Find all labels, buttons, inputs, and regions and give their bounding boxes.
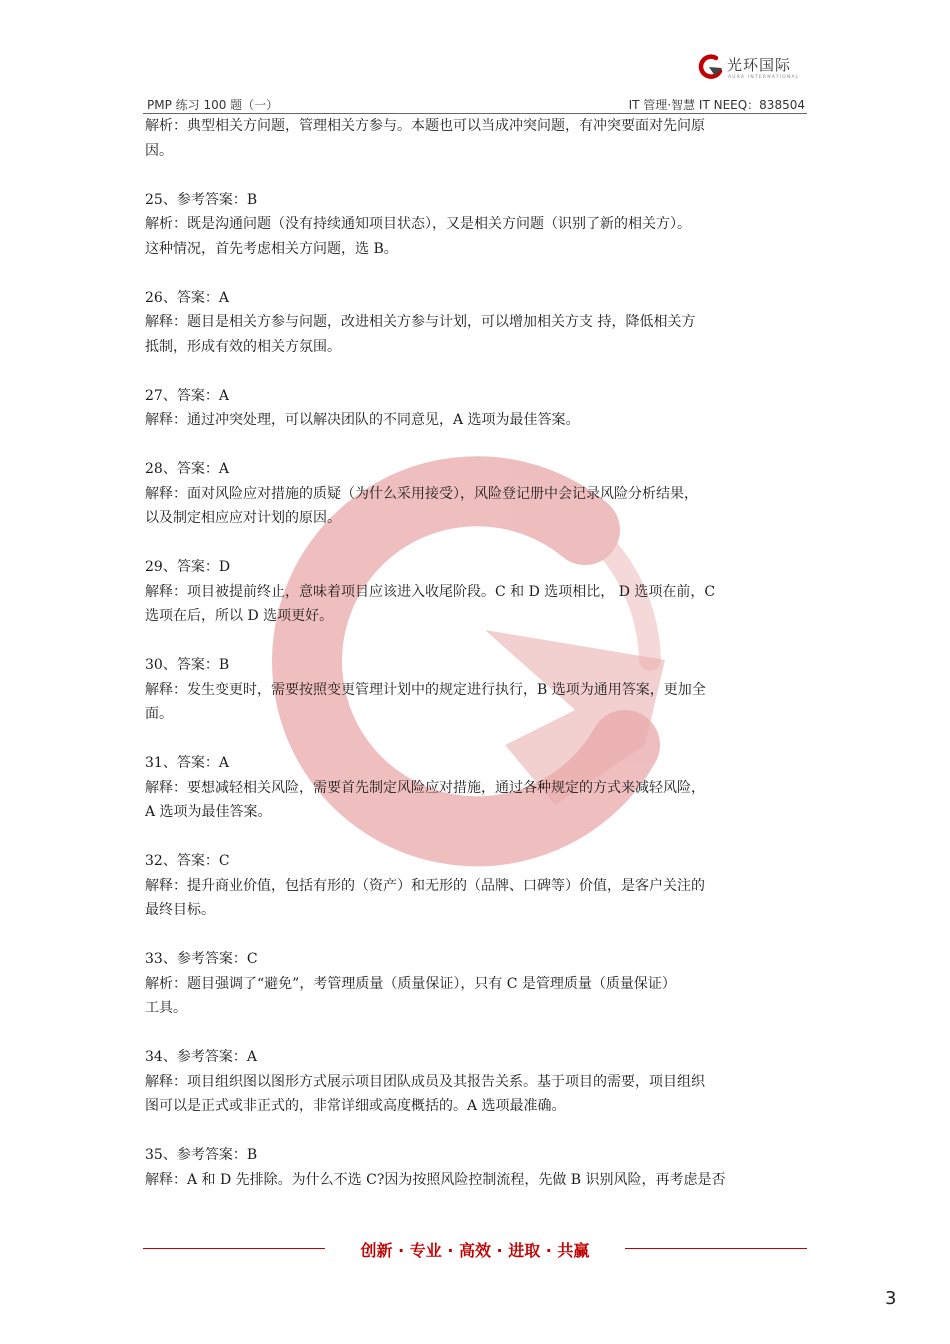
footer-divider-left — [143, 1248, 325, 1249]
text-line: 解释：通过冲突处理，可以解决团队的不同意见，A 选项为最佳答案。 — [145, 412, 580, 428]
document-title: PMP 练习 100 题（一） — [147, 98, 279, 112]
header-tagline: IT 管理·智慧 IT NEEQ：838504 — [628, 98, 805, 112]
brand-logo — [695, 52, 805, 84]
text-line: 因。 — [145, 142, 173, 159]
answer-block — [145, 849, 809, 923]
answer-heading: 27、答案：A — [145, 387, 229, 404]
footer-divider-right — [625, 1248, 807, 1249]
answer-block — [145, 286, 809, 360]
text-line: 抵制，形成有效的相关方氛围。 — [145, 338, 341, 355]
brand-mark-icon — [695, 52, 725, 82]
answer-block — [145, 384, 809, 433]
text-line: 解释：题目是相关方参与问题，改进相关方参与计划，可以增加相关方支 持，降低相关方 — [145, 314, 696, 330]
answer-heading: 32、答案：C — [145, 853, 230, 869]
text-line: 这种情况，首先考虑相关方问题，选 B。 — [145, 240, 398, 257]
answer-block — [145, 653, 809, 727]
answer-block — [145, 114, 809, 163]
text-line: A 选项为最佳答案。 — [145, 804, 272, 820]
page-number: 3 — [885, 1288, 897, 1309]
text-line: 选项在后，所以 D 选项更好。 — [145, 608, 334, 624]
text-line: 解释：发生变更时，需要按照变更管理计划中的规定进行执行，B 选项为通用答案，更加全 — [145, 681, 706, 698]
footer-slogan: 创新 · 专业 · 高效 · 进取 · 共赢 — [360, 1241, 590, 1260]
answer-heading: 25、参考答案：B — [145, 191, 258, 208]
answer-block — [145, 188, 809, 262]
text-line: 最终目标。 — [145, 902, 215, 918]
answer-heading: 35、参考答案：B — [145, 1147, 258, 1163]
answer-heading: 30、答案：B — [145, 657, 230, 673]
answer-heading: 33、参考答案：C — [145, 951, 258, 967]
text-line: 以及制定相应应对计划的原因。 — [145, 510, 341, 526]
page-footer — [143, 1237, 807, 1261]
answer-heading: 29、答案：D — [145, 559, 231, 575]
brand-name-cn: 光环国际 — [727, 56, 792, 74]
text-line: 图可以是正式或非正式的，非常详细或高度概括的。A 选项最准确。 — [145, 1098, 566, 1114]
answer-block — [145, 1045, 809, 1119]
text-line: 解释：面对风险应对措施的质疑（为什么采用接受），风险登记册中会记录风险分析结果， — [145, 485, 698, 502]
answer-heading: 28、答案：A — [145, 461, 229, 477]
answer-block — [145, 947, 809, 1021]
answer-block — [145, 1143, 809, 1192]
answer-block — [145, 751, 809, 825]
text-line: 解释：项目被提前终止，意味着项目应该进入收尾阶段。C 和 D 选项相比， D 选项在前，C — [145, 583, 716, 600]
text-line: 解释：提升商业价值，包括有形的（资产）和无形的（品牌、口碑等）价值，是客户关注的 — [145, 877, 705, 894]
text-line: 面。 — [145, 706, 173, 722]
text-line: 解释：A 和 D 先排除。为什么不选 C?因为按照风险控制流程，先做 B 识别风险，再考虑是否 — [145, 1171, 726, 1188]
text-line: 工具。 — [145, 1000, 187, 1016]
text-line: 解释：项目组织图以图形方式展示项目团队成员及其报告关系。基于项目的需要，项目组织 — [145, 1073, 705, 1090]
answer-block — [145, 457, 809, 531]
brand-name-en: AURA INTERNATIONAL — [728, 75, 800, 80]
answer-block — [145, 555, 809, 629]
answer-heading: 34、参考答案：A — [145, 1049, 257, 1065]
answer-heading: 31、答案：A — [145, 755, 229, 771]
answer-content — [145, 114, 809, 1217]
text-line: 解释：要想减轻相关风险，需要首先制定风险应对措施，通过各种规定的方式来减轻风险， — [145, 779, 705, 796]
text-line: 解析：典型相关方问题，管理相关方参与。本题也可以当成冲突问题，有冲突要面对先问原 — [145, 118, 705, 134]
text-line: 解析：既是沟通问题（没有持续通知项目状态），又是相关方问题（识别了新的相关方）。 — [145, 216, 691, 232]
answer-heading: 26、答案：A — [145, 289, 229, 306]
text-line: 解析：题目强调了“避免”，考管理质量（质量保证），只有 C 是管理质量（质量保证） — [145, 975, 676, 992]
